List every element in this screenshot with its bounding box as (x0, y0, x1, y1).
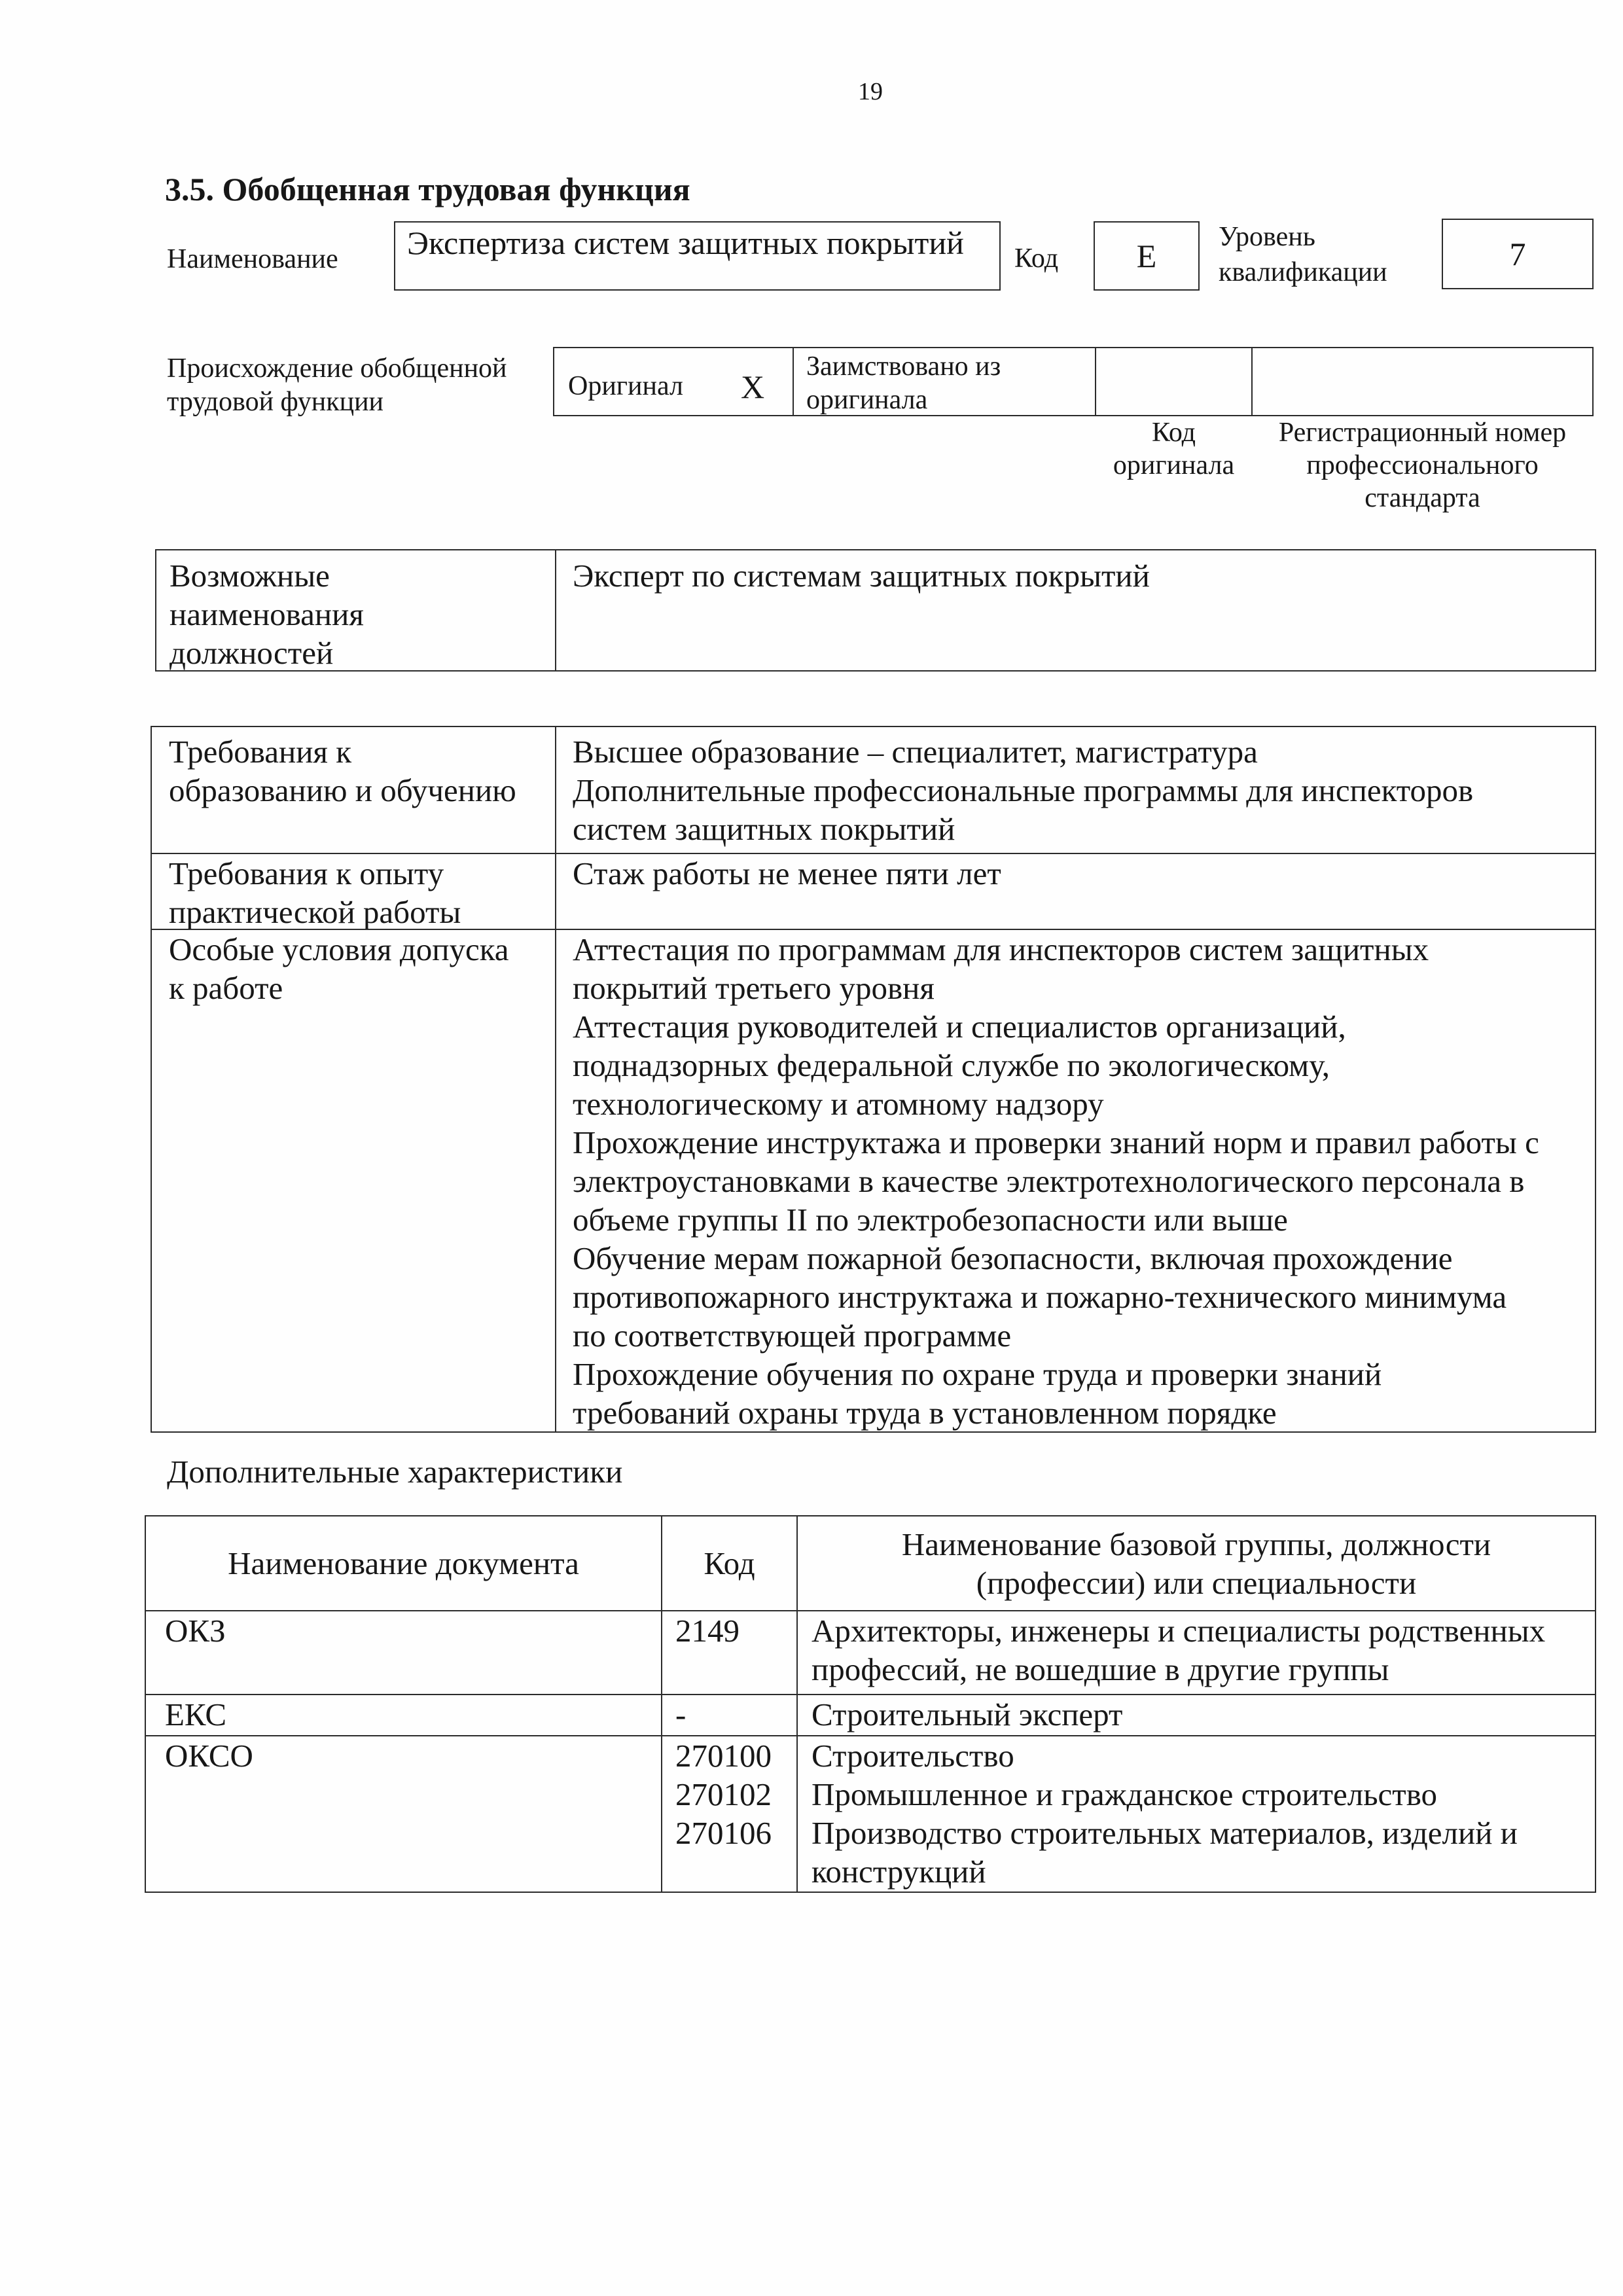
positions-value-cell (555, 549, 1596, 672)
text-line: Требования к опыту (169, 855, 444, 891)
text-line: к работе (169, 970, 283, 1006)
text-line: Уровень (1219, 222, 1315, 252)
header-label: Наименование документа (228, 1545, 579, 1581)
text-line: технологическому и атомному надзору (573, 1086, 1104, 1122)
code-value: E (1136, 238, 1157, 274)
text-line: Аттестация по программам для инспекторов систем защитных (573, 931, 1429, 967)
text-line: Особые условия допуска (169, 931, 509, 967)
header-name (796, 1515, 1596, 1611)
text-line: должностей (169, 635, 334, 671)
level-field (1442, 219, 1594, 289)
table-row-document (145, 1694, 662, 1736)
page-number: 19 (858, 78, 883, 105)
level-value: 7 (1509, 236, 1526, 272)
header-code (661, 1515, 798, 1611)
original-label: Оригинал (568, 371, 683, 401)
text-line: 2149 (675, 1613, 740, 1649)
text-line: Заимствовано из (806, 351, 1001, 382)
text-line: противопожарного инструктажа и пожарно-технического минимума (573, 1279, 1507, 1315)
code-label: Код (1014, 243, 1059, 274)
level-label (1219, 219, 1387, 290)
code-field (1094, 221, 1200, 291)
name-label: Наименование (167, 244, 338, 274)
table-row-code (661, 1610, 798, 1695)
text-line: Промышленное и гражданское строительство (812, 1776, 1438, 1812)
text-line: конструкций (812, 1854, 986, 1890)
table-row-code (661, 1694, 798, 1736)
table-row-name (796, 1694, 1596, 1736)
text-line: Регистрационный номер (1278, 418, 1567, 448)
text-line: объеме группы II по электробезопасности или выше (573, 1202, 1288, 1238)
table-row-name (796, 1735, 1596, 1893)
text-line: квалификации (1219, 257, 1387, 287)
text-line: Наименование базовой группы, должности (901, 1526, 1491, 1562)
header-label: Код (704, 1545, 755, 1581)
text-line: покрытий третьего уровня (573, 970, 935, 1006)
text-line: Строительство (812, 1738, 1014, 1774)
text-line: поднадзорных федеральной службе по экологическому, (573, 1047, 1330, 1083)
text-line: практической работы (169, 894, 461, 930)
table-row-name (796, 1610, 1596, 1695)
text-line: Аттестация руководителей и специалистов организаций, (573, 1009, 1346, 1045)
text-line: 270102 (675, 1776, 772, 1812)
text-line: требований охраны труда в установленном порядке (573, 1395, 1277, 1431)
text-line: Требования к (169, 734, 352, 770)
table-row-document (145, 1610, 662, 1695)
requirements-label-cell (151, 853, 556, 930)
text-line: ОКСО (165, 1738, 253, 1774)
table-row-code (661, 1735, 798, 1893)
text-line: наименования (169, 596, 364, 632)
section-title: 3.5. Обобщенная трудовая функция (165, 171, 690, 207)
origin-cell-original (553, 347, 794, 416)
text-line: ОКЗ (165, 1613, 226, 1649)
original-mark: X (740, 368, 765, 405)
origin-label (167, 352, 507, 419)
code-caption (1095, 416, 1253, 482)
text-line: Прохождение обучения по охране труда и проверки знаний (573, 1356, 1382, 1392)
additional-title: Дополнительные характеристики (167, 1454, 623, 1490)
text-line: Стаж работы не менее пяти лет (573, 855, 1001, 891)
table-row-document (145, 1735, 662, 1893)
name-field (394, 221, 1001, 291)
requirements-value-cell (555, 853, 1596, 930)
requirements-label-cell (151, 929, 556, 1433)
text-line: Код (1151, 418, 1196, 448)
text-line: оригинала (1113, 450, 1235, 480)
header-document (145, 1515, 662, 1611)
text-line: 270100 (675, 1738, 772, 1774)
text-line: Возможные (169, 558, 330, 594)
text-line: 270106 (675, 1815, 772, 1851)
text-line: Высшее образование – специалитет, магистратура (573, 734, 1258, 770)
text-line: Строительный эксперт (812, 1696, 1123, 1732)
text-line: Происхождение обобщенной (167, 353, 507, 384)
requirements-value-cell (555, 726, 1596, 854)
text-line: трудовой функции (167, 387, 384, 417)
text-line: стандарта (1364, 483, 1480, 513)
text-line: образованию и обучению (169, 772, 516, 808)
requirements-label-cell (151, 726, 556, 854)
text-line: электроустановками в качестве электротехнологического персонала в (573, 1163, 1525, 1199)
text-line: Производство строительных материалов, изделий и (812, 1815, 1518, 1851)
text-line: Обучение мерам пожарной безопасности, включая прохождение (573, 1240, 1453, 1276)
origin-cell-code (1095, 347, 1253, 416)
origin-cell-borrowed (793, 347, 1096, 416)
text-line: оригинала (806, 385, 928, 415)
name-value: Экспертиза систем защитных покрытий (407, 224, 964, 261)
text-line: ЕКС (165, 1696, 227, 1732)
origin-cell-reg-number (1251, 347, 1594, 416)
text-line: профессионального (1306, 450, 1539, 480)
text-line: - (675, 1696, 687, 1732)
reg-caption (1251, 416, 1594, 514)
text-line: профессий, не вошедшие в другие группы (812, 1651, 1389, 1687)
text-line: (профессии) или специальности (976, 1564, 1417, 1601)
text-line: Дополнительные профессиональные программы для инспекторов (573, 772, 1474, 808)
text-line: Архитекторы, инженеры и специалисты родственных (812, 1613, 1546, 1649)
text-line: по соответствующей программе (573, 1318, 1012, 1354)
positions-label-cell (155, 549, 556, 672)
requirements-value-cell (555, 929, 1596, 1433)
text-line: Эксперт по системам защитных покрытий (573, 558, 1150, 594)
text-line: Прохождение инструктажа и проверки знаний норм и правил работы с (573, 1124, 1539, 1160)
text-line: систем защитных покрытий (573, 811, 955, 847)
borrowed-label (806, 350, 1001, 417)
